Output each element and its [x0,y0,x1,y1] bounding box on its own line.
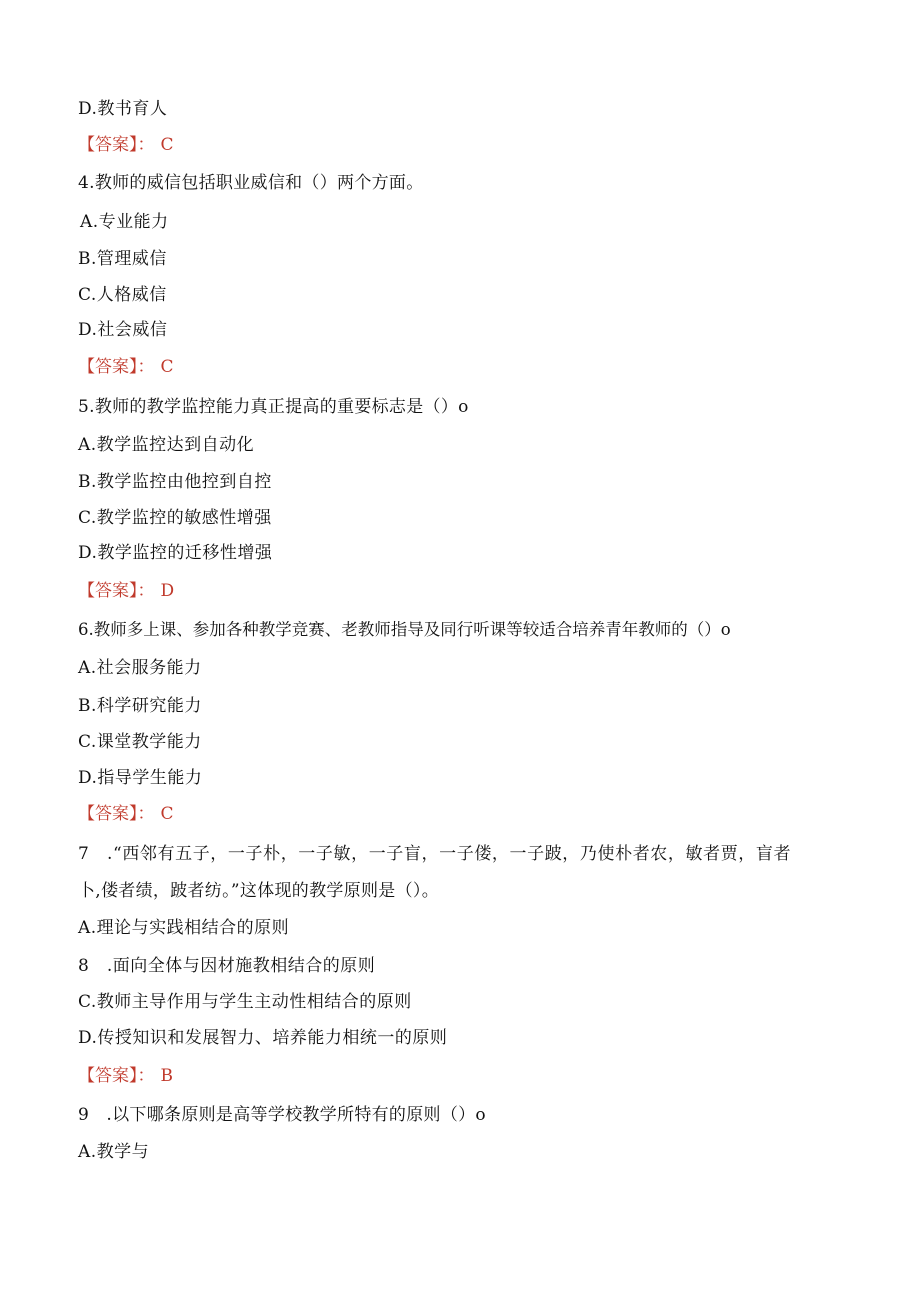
question-6-answer [78,803,175,825]
answer-label: 【答案】： [78,1066,155,1086]
answer-value: C [160,804,175,824]
answer-label: 【答案】： [78,357,155,377]
answer-prev [78,134,175,156]
question-5-option-b: B.教学监控由他控到自控 [78,472,272,492]
question-6-option-d: D.指导学生能力 [78,768,203,788]
question-7-answer [78,1065,174,1087]
question-5-option-d: D.教学监控的迁移性增强 [78,543,273,563]
question-4-option-d: D.社会威信 [78,320,168,340]
question-6-stem: 6.教师多上课、参加各种教学竞赛、老教师指导及同行听课等较适合培养青年教师的（）o [78,620,731,639]
question-7-option-c: C.教师主导作用与学生主动性相结合的原则 [78,992,412,1012]
question-4-option-b: B.管理威信 [78,249,167,269]
question-4-option-c: C.人格威信 [78,285,167,305]
question-5-option-c: C.教学监控的敏感性增强 [78,508,272,528]
question-9-option-a: A.教学与 [78,1142,150,1162]
question-4-answer [78,356,175,378]
question-7-stem-line-1: 7 .“西邻有五子，一子朴，一子敏，一子盲，一子偻，一子跛，乃使朴者农，敏者贾，盲者 [78,844,792,864]
option-d-prev: D.教书育人 [78,99,168,119]
question-9-stem: 9 .以下哪条原则是高等学校教学所特有的原则（）o [78,1105,486,1125]
question-7-option-d: D.传授知识和发展智力、培养能力相统一的原则 [78,1028,448,1048]
question-6-option-c: C.课堂教学能力 [78,732,202,752]
question-6-option-a: A.社会服务能力 [78,658,202,678]
question-4-option-a: A.专业能力 [80,212,169,232]
question-7-option-b: 8 .面向全体与因材施教相结合的原则 [78,956,376,976]
question-5-answer [78,580,175,602]
answer-value: C [160,357,175,377]
question-5-option-a: A.教学监控达到自动化 [78,435,255,455]
question-7-option-a: A.理论与实践相结合的原则 [78,918,290,938]
answer-value: C [160,135,175,155]
answer-value: D [160,581,176,601]
question-5-stem: 5.教师的教学监控能力真正提高的重要标志是（）o [78,397,469,417]
answer-label: 【答案】： [78,135,155,155]
answer-value: B [160,1066,174,1086]
answer-label: 【答案】： [78,581,155,601]
question-7-stem-line-2: 卜,偻者绩，跛者纺。”这体现的教学原则是（）。 [78,881,439,901]
question-4-stem: 4.教师的威信包括职业威信和（）两个方面。 [78,173,424,193]
question-6-option-b: B.科学研究能力 [78,696,202,716]
answer-label: 【答案】： [78,804,155,824]
